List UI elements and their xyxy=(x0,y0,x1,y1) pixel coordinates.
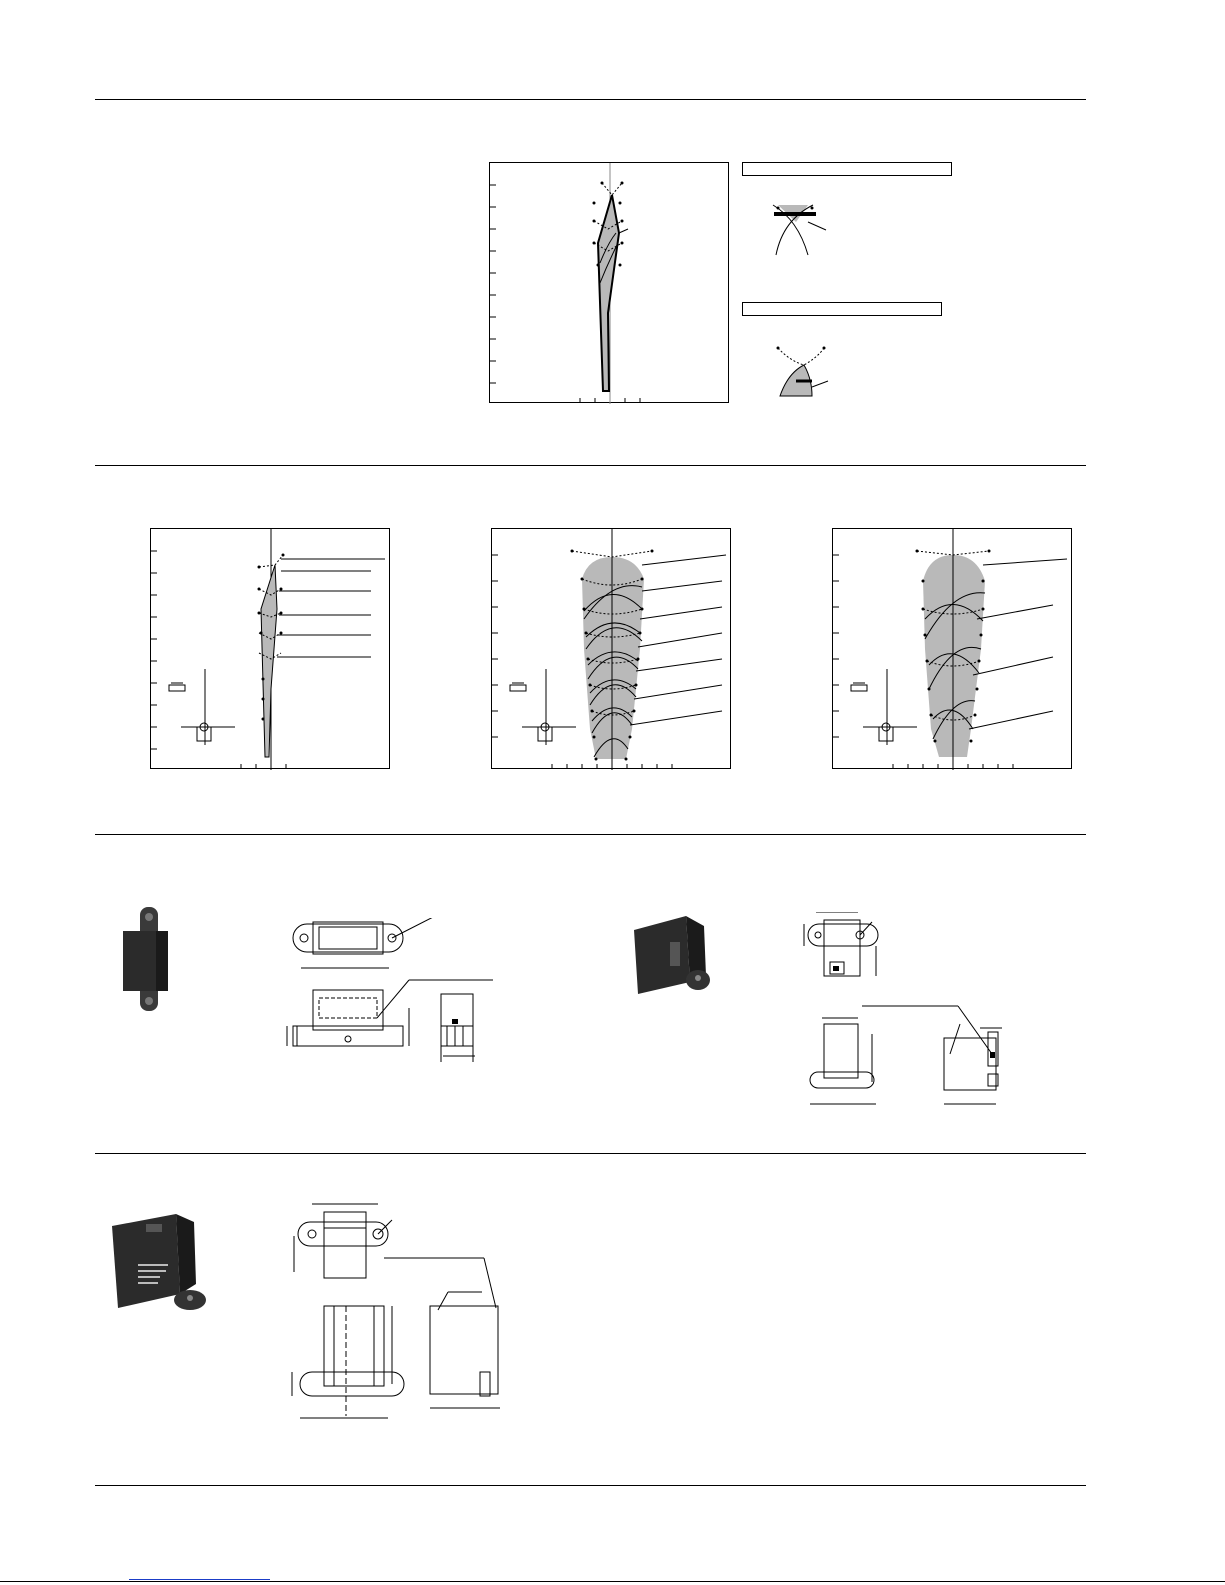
inset-1-label-box xyxy=(742,162,952,176)
footer-link-underline[interactable] xyxy=(129,1579,270,1580)
inset-2-diagram xyxy=(770,343,840,398)
axis-icon xyxy=(510,669,576,745)
axis-icon xyxy=(851,669,917,745)
range-chart-1 xyxy=(150,528,390,769)
section-rule-1 xyxy=(95,465,1086,466)
axis-icon xyxy=(169,669,235,745)
sensor-photo-3 xyxy=(108,1212,213,1312)
dimension-drawing-2 xyxy=(800,912,1020,1127)
page-bottom-rule xyxy=(0,1581,1225,1582)
sensor-photo-1 xyxy=(118,905,178,1013)
sensor-photo-2 xyxy=(630,912,720,997)
inset-2-label-box xyxy=(742,302,942,316)
section-rule-top xyxy=(95,99,1086,100)
section-rule-2 xyxy=(95,834,1086,835)
range-chart-2 xyxy=(491,528,731,769)
dimension-drawing-3 xyxy=(288,1196,518,1436)
section-rule-3 xyxy=(95,1153,1086,1154)
inset-1-diagram xyxy=(768,200,848,260)
range-chart-3 xyxy=(832,528,1072,769)
top-range-chart xyxy=(489,162,729,403)
top-range-chart-graphic xyxy=(490,163,730,404)
section-rule-4 xyxy=(95,1485,1086,1486)
dimension-drawing-1 xyxy=(283,918,498,1078)
